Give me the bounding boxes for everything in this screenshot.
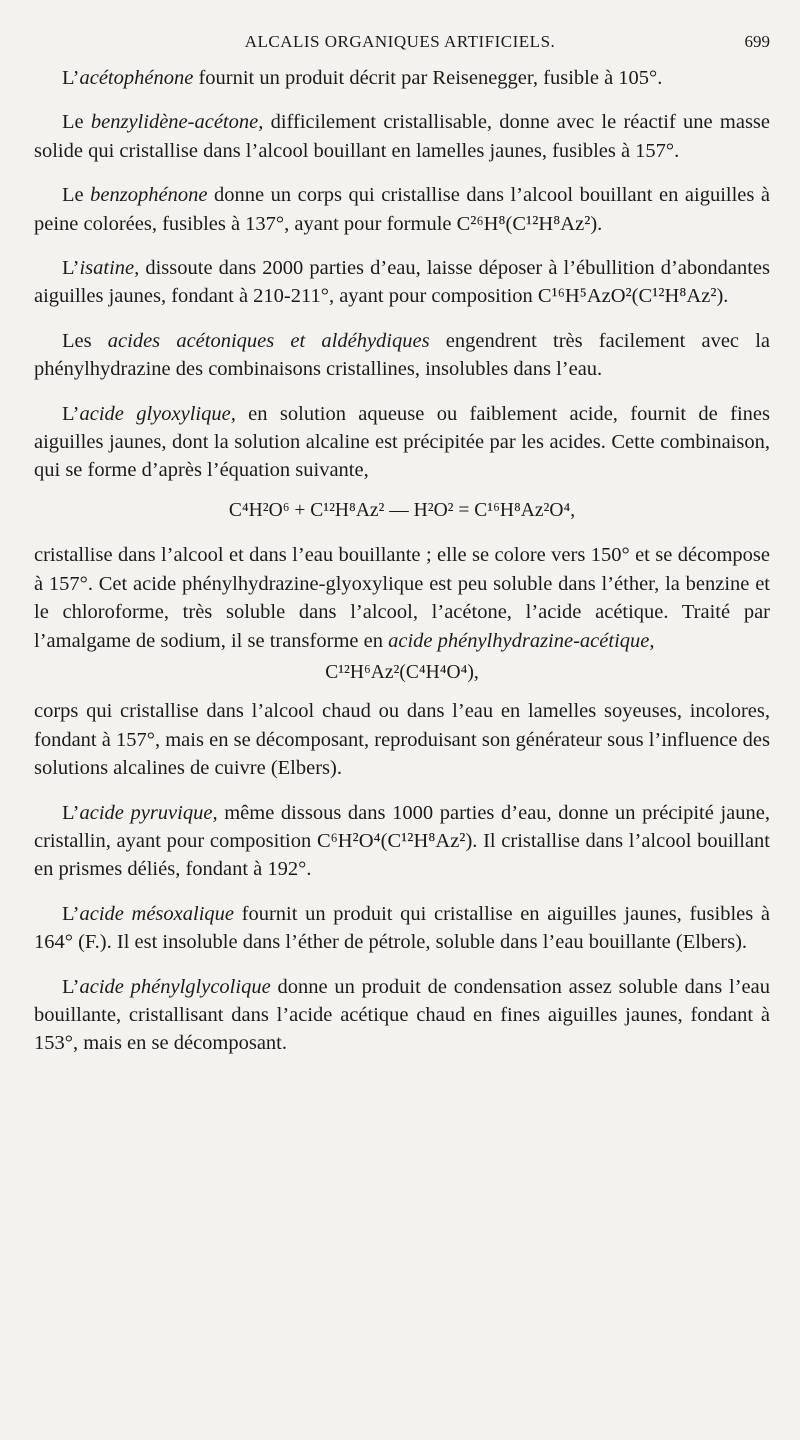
- text-run: L’: [62, 402, 80, 425]
- page-header: [0, 32, 800, 60]
- text-run: . Il cristallise dans l’alcool bouillant en prismes déliés, fondant à 192°.: [34, 829, 770, 881]
- text-run: engendrent très facilement avec la phénylhydrazine des combinaisons cristallines, insolubles dans l’eau.: [34, 329, 770, 381]
- paragraph-acetophenone: [34, 64, 770, 92]
- formula-pyruvique: C⁶H²O⁴(C¹²H⁸Az²): [316, 829, 473, 852]
- compound-name: acide glyoxylique,: [79, 402, 236, 425]
- text-run: en solution aqueuse ou faiblement acide, fournit de fines aiguilles jaunes, dont la solution alcaline est précipitée par les acides. Cette combinaison, qui se forme d’après l’équation suivante,: [34, 402, 770, 482]
- paragraph-acide-phenylglycolique: [34, 973, 770, 1058]
- formula-glyoxylique-equation: C⁴H²O⁶ + C¹²H⁸Az² — H²O² = C¹⁶H⁸Az²O⁴,: [228, 499, 576, 521]
- body-text: [34, 64, 770, 1074]
- compound-name: acide phénylglycolique: [79, 975, 271, 998]
- text-run: L’: [62, 257, 80, 280]
- paragraph-benzylidene-acetone: [34, 108, 770, 165]
- text-run: Les: [62, 329, 108, 352]
- text-run: cristallise dans l’alcool et dans l’eau bouillante ; elle se colore vers 150° et se décompose à 157°. Cet acide phénylhydrazine-glyoxylique est peu soluble dans l’éther, la benzine et le chloroforme, très soluble dans l’alcool, l’acétone, l’acide acétique. Traité par l’amalgame de sodium, il se transforme en: [34, 544, 770, 652]
- text-run: fournit un produit qui cristallise en aiguilles jaunes, fusibles à 164° (F.). Il est insoluble dans l’éther de pétrole, soluble dans l’eau bouillante (Elbers).: [34, 902, 770, 954]
- text-run: L’: [62, 801, 80, 824]
- paragraph-acide-mesoxalique: [34, 900, 770, 957]
- text-run: difficilement cristallisable, donne avec le réactif une masse solide qui cristallise dans l’alcool bouillant en lamelles jaunes, fusibles à 157°.: [34, 111, 770, 162]
- text-run: Le: [62, 184, 91, 207]
- compound-name: benzylidène-acétone,: [90, 111, 264, 134]
- text-run: L’: [62, 902, 80, 925]
- text-run: dissoute dans 2000 parties d’eau, laisse déposer à l’ébullition d’abondantes aiguilles jaunes, fondant à 210-211°, ayant pour composition: [34, 257, 770, 308]
- compound-name: acide phénylhydrazine-acétique,: [388, 629, 655, 652]
- text-run: corps qui cristallise dans l’alcool chaud ou dans l’eau en lamelles soyeuses, incolores, fondant à 157°, mais en se décomposant, reproduisant son générateur sous l’influence des solutions alcalines de cuivre (Elbers).: [34, 700, 770, 780]
- compound-name: acide mésoxalique: [79, 902, 234, 925]
- paragraph-phenylhydrazine-acetique: [34, 697, 770, 782]
- paragraph-benzophenone: [34, 181, 770, 238]
- text-run: Le: [62, 111, 91, 134]
- compound-name: acides acétoniques et aldéhydiques: [107, 329, 430, 352]
- formula-benzophenone: C²⁶H⁸(C¹²H⁸Az²).: [456, 212, 603, 235]
- paragraph-glyoxylique-continued: [34, 541, 770, 655]
- text-run: même dissous dans 1000 parties d’eau, donne un précipité jaune, cristallin, ayant pour composition: [34, 801, 770, 852]
- text-run: donne un produit de condensation assez soluble dans l’eau bouillante, cristallisant dans l’acide acétique chaud en fines aiguilles jaunes, fondant à 153°, mais en se décomposant.: [34, 975, 770, 1055]
- compound-name: acide pyruvique,: [79, 801, 218, 824]
- paragraph-isatine: [34, 254, 770, 311]
- compound-name: isatine,: [79, 257, 140, 280]
- compound-name: acétophénone: [79, 67, 194, 89]
- text-run: fournit un produit décrit par Reisenegger, fusible à 105°.: [193, 67, 663, 89]
- formula-isatine: C¹⁶H⁵AzO²(C¹²H⁸Az²).: [537, 285, 729, 308]
- page-number: 699: [744, 32, 770, 51]
- paragraph-acides-acetoniques: [34, 327, 770, 384]
- compound-name: benzophénone: [90, 184, 208, 207]
- text-run: donne un corps qui cristallise dans l’alcool bouillant en aiguilles à peine colorées, fusibles à 137°, ayant pour formule: [34, 184, 770, 235]
- formula-phenylhydrazine-acetique: C¹²H⁶Az²(C⁴H⁴O⁴),: [325, 661, 479, 683]
- running-title: ALCALIS ORGANIQUES ARTIFICIELS.: [244, 32, 556, 51]
- paragraph-acide-glyoxylique: [34, 400, 770, 485]
- text-run: L’: [62, 67, 80, 89]
- paragraph-acide-pyruvique: [34, 799, 770, 884]
- text-run: L’: [62, 975, 80, 998]
